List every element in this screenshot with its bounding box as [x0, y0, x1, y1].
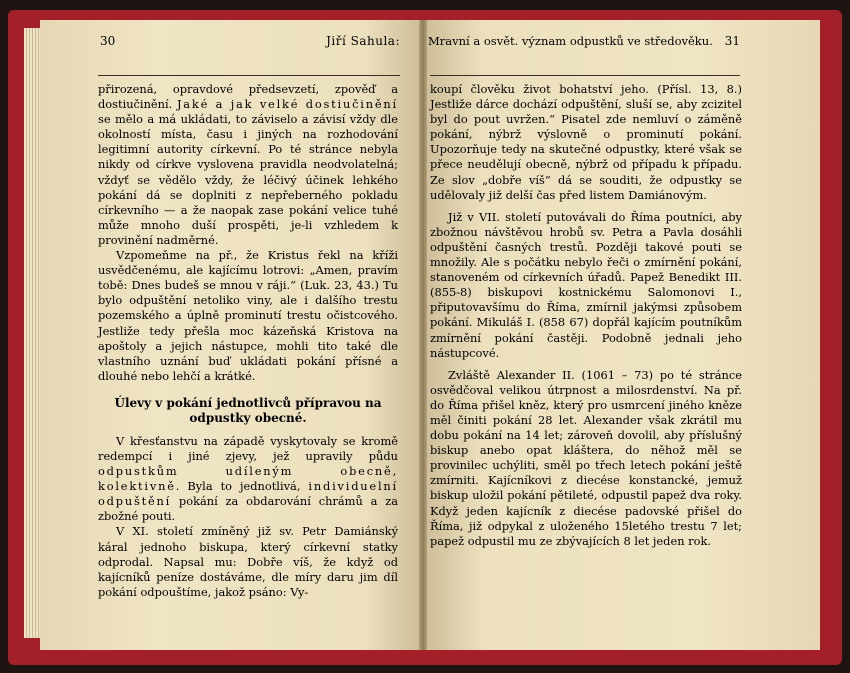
page-edges — [24, 28, 40, 638]
spaced-emphasis: odpustkům udíleným obecně, kolektivně — [98, 464, 398, 494]
left-column — [98, 82, 398, 600]
left-head-rule — [98, 75, 400, 76]
spaced-emphasis: individuelní odpuštění — [98, 479, 398, 509]
right-column — [430, 82, 742, 549]
text-run: . Byla to jednotlivá, — [175, 479, 309, 494]
book-gutter — [419, 20, 427, 650]
right-para-2: Již v VII. století putovávali do Říma poutníci, aby zbožnou návštěvou hrobů sv. Petra a Pavla dosáhli odpuštění časných trestů. Později takové pouti se množily. Ale s počátku nebylo řeči o zmírnění pokání, stanoveném od církevních úřadů. Papež Benedikt III. (855-8) biskupovi kostnickému Salomonovi I., připutovavšímu do Říma, zmírnil jakýmsi způsobem pokání. Mikuláš I. (858 67) dopřál kajícím poutníkům zmírnění pokání častěji. Podobně jednali jeho nástupcové. — [430, 209, 742, 360]
left-para-1 — [98, 82, 398, 248]
left-para-2: Vzpomeňme na př., že Kristus řekl na kříži usvědčenému, ale kajícímu lotrovi: „Amen, pravím tobě: Dnes budeš se mnou v ráji.“ (Luk. 23, 43.) Tu bylo odpuštění netoliko viny, ale i dalšího trestu pozemského a úplně prominutí trestu očistcového. Jestliže tedy přešla moc kázeňská Kristova na apoštoly a jejich nástupce, mohli tito také dle vlastního uznání buď ukládati pokání přísné a dlouhé nebo lehčí a krátké. — [98, 248, 398, 383]
text-run: V křesťanstvu na západě vyskytovaly se kromě redempcí i jiné zjevy, jež upravily půdu — [98, 433, 398, 463]
right-head-rule — [430, 75, 740, 76]
right-page-number: 31 — [724, 34, 740, 48]
text-run: se mělo a má ukládati, to záviselo a závisí vždy dle okolností místa, času i jiných na rozhodování legitimní autority církevní. Po té stránce nebyla nikdy od církve vyslovena pravidla neodvolatelná; vždyť se vědělo vždy, že léčivý účinek lehkého pokání dá se doplniti z nepřeberného pokladu církevního — a že naopak zase pokání velice tuhé může mnoho duší prospěti, je-li vzhledem k provinění nadměrné. — [98, 112, 398, 247]
left-para-3 — [98, 434, 398, 525]
spaced-emphasis: Jaké a jak velké dostiučinění — [176, 97, 398, 112]
left-page-number: 30 — [100, 34, 116, 48]
left-running-title: Jiří Sahula: — [326, 34, 400, 48]
text-run: pokání za obdarování chrámů a za zbožné pouti. — [98, 494, 398, 524]
right-running-title: Mravní a osvět. význam odpustků ve středověku. — [428, 34, 713, 48]
left-para-4: V XI. století zmíněný již sv. Petr Damiánský káral jednoho biskupa, který církevní statky odprodal. Napsal mu: Dobře víš, že když od kajícníků peníze dostáváme, dle míry daru jim díl pokání odpouštíme, jakož psáno: Vy- — [98, 524, 398, 599]
left-running-head — [100, 34, 400, 52]
right-para-1: koupí člověku život bohatství jeho. (Přísl. 13, 8.) Jestliže dárce dochází odpuštění, sluší se, aby zcizitel byl do pout uvržen.“ Pisatel zde nemluví o záměně pokání, nýbrž výslovně o prominutí pokání. Upozorňuje tedy na skutečné odpustky, které však se přece neudělují obecně, nýbrž od případu k případu. Ze slov „dobře víš“ dá se souditi, že odpustky se udělovaly již delší čas před listem Damiánovým. — [430, 82, 742, 202]
section-heading: Úlevy v pokání jednotlivců přípravou na odpustky obecné. — [114, 395, 382, 425]
right-running-head — [428, 34, 740, 52]
right-para-3: Zvláště Alexander II. (1061 – 73) po té stránce osvědčoval velikou útrpnost a milosrdenství. Na př. do Říma přišel kněz, který pro usmrcení jiného kněze měl činiti pokání 28 let. Alexander však zkrátil mu dobu pokání na 14 let; zároveň dovolil, aby příslušný biskup anebo opat kláštera, do něhož měl se provinilec uchýliti, směl po třech letech pokání ještě zmírniti. Kajícníkovi z diecése konstancké, jemuž biskup uložil pokání pětileté, odpustil papež dva roky. Když jeden kajícník z diecése padovské přišel do Říma, již odpykal z uloženého 15letého trestu 7 let; papež odpustil mu ze zbývajících 8 let jeden rok. — [430, 367, 742, 548]
text-run: přirozená, opravdové předsevzetí, zpověď a dostiučinění. — [98, 82, 398, 112]
